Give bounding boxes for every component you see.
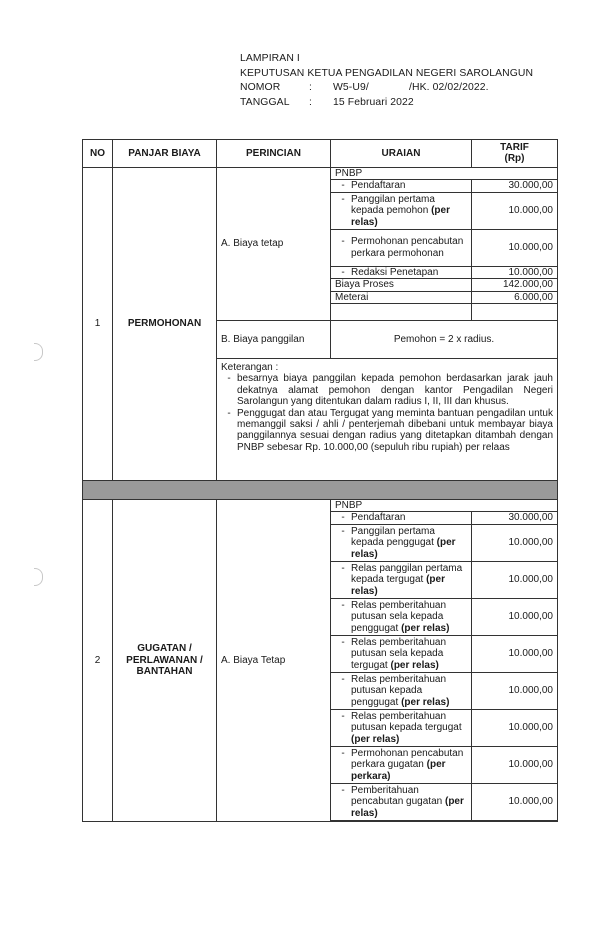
biaya-proses-tarif: 142.000,00	[472, 279, 558, 291]
item-text: Pemberitahuan pencabutan gugatan	[351, 784, 445, 808]
tarif-cell: 30.000,00	[472, 180, 558, 192]
meterai-tarif: 6.000,00	[472, 291, 558, 303]
empty-cell	[472, 820, 558, 821]
item-text: Relas pemberitahuan putusan kepada penggugat	[351, 673, 447, 708]
section2-pnbp: PNBP	[331, 500, 558, 512]
tarif-cell: 10.000,00	[472, 672, 558, 709]
tarif-cell: 10.000,00	[472, 598, 558, 635]
item-bold-text: (per relas)	[351, 574, 445, 597]
nomor-separator: :	[309, 82, 312, 93]
item-bold-text: (per relas)	[351, 205, 450, 228]
punch-hole-mark	[34, 568, 43, 586]
keterangan-cell	[217, 359, 558, 481]
dash-mark: -	[341, 747, 345, 759]
header-tarif-text: TARIF (Rp)	[500, 142, 529, 165]
nomor-line	[240, 81, 533, 96]
uraian-cell	[331, 192, 472, 229]
tarif-cell: 10.000,00	[472, 746, 558, 783]
uraian-cell	[331, 524, 472, 561]
uraian-cell	[331, 635, 472, 672]
dash-mark: -	[341, 784, 345, 796]
uraian-cell	[331, 266, 472, 278]
item-bold-text: (per relas)	[351, 796, 464, 819]
item-text: Redaksi Penetapan	[351, 266, 439, 278]
dash-mark: -	[341, 525, 345, 537]
tanggal-label: TANGGAL	[240, 96, 290, 108]
tarif-cell: 10.000,00	[472, 709, 558, 746]
item-bold-text: (per relas)	[390, 659, 439, 671]
section-divider	[83, 481, 558, 500]
table-row	[83, 500, 558, 512]
nomor-value-1: W5-U9/	[333, 82, 369, 93]
divider-cell	[83, 481, 558, 500]
dash-mark: -	[341, 512, 345, 524]
table-row	[83, 168, 558, 180]
item-text: Pendaftaran	[351, 180, 406, 192]
dash-mark: -	[341, 266, 345, 278]
header-panjar-biaya: PANJAR BIAYA	[113, 140, 217, 168]
header-no: NO	[83, 140, 113, 168]
tanggal-separator: :	[309, 96, 312, 108]
uraian-cell	[331, 709, 472, 746]
list-item: - besarnya biaya panggilan kepada pemohon berdasarkan jarak jauh dekatnya alamat pemohon dengan kantor Pengadilan Negeri Sarolangun yang ditentukan dalam radius I, II, III dan khusus.	[227, 373, 553, 408]
tarif-cell: 10.000,00	[472, 783, 558, 820]
tanggal-line	[240, 96, 533, 111]
section1-pnbp: PNBP	[331, 168, 558, 180]
document-header	[240, 52, 533, 110]
header-perincian: PERINCIAN	[217, 140, 331, 168]
panggilan-text: Pemohon = 2 x radius.	[331, 321, 558, 359]
biaya-proses-label: Biaya Proses	[331, 279, 472, 291]
uraian-cell	[331, 229, 472, 266]
dash-mark: -	[341, 599, 345, 611]
lampiran-line	[240, 52, 533, 67]
nomor-value-2: /HK. 02/02/2022.	[409, 82, 489, 93]
section2-perincian-a: A. Biaya Tetap	[217, 500, 331, 822]
nomor-label: NOMOR	[240, 82, 281, 93]
keterangan-item: besarnya biaya panggilan kepada pemohon berdasarkan jarak jauh dekatnya alamat pemohon dengan kantor Pengadilan Negeri Sarolangun yang ditentukan dalam radius I, II, III dan khusus.	[237, 373, 553, 408]
uraian-cell	[331, 783, 472, 820]
dash-mark: -	[341, 673, 345, 685]
item-text: Pendaftaran	[351, 512, 406, 524]
dash-mark: -	[341, 236, 345, 248]
meterai-label: Meterai	[331, 291, 472, 303]
item-bold-text: (per relas)	[401, 622, 450, 634]
item-bold-text: (per perkara)	[351, 759, 446, 782]
dash-mark: -	[341, 193, 345, 205]
item-text: Panggilan pertama kepada penggugat	[351, 525, 437, 549]
empty-cell	[331, 820, 472, 821]
dash-mark: -	[341, 562, 345, 574]
keterangan-title: Keterangan :	[221, 362, 279, 374]
tarif-cell: 10.000,00	[472, 561, 558, 598]
fee-table	[82, 139, 558, 822]
tarif-cell: 30.000,00	[472, 512, 558, 524]
tarif-cell: 10.000,00	[472, 229, 558, 266]
uraian-cell	[331, 561, 472, 598]
uraian-cell	[331, 180, 472, 192]
item-text: Relas pemberitahuan putusan kepada tergugat	[351, 710, 462, 734]
section2-no: 2	[83, 500, 113, 822]
uraian-cell	[331, 512, 472, 524]
section1-no: 1	[83, 168, 113, 481]
tarif-cell: 10.000,00	[472, 192, 558, 229]
item-text: Relas panggilan pertama kepada tergugat	[351, 562, 463, 586]
table-header-row	[83, 140, 558, 168]
dash-mark: -	[341, 180, 345, 192]
dash-mark: -	[341, 710, 345, 722]
tarif-cell: 10.000,00	[472, 635, 558, 672]
tarif-cell: 10.000,00	[472, 266, 558, 278]
empty-cell	[331, 304, 472, 321]
uraian-cell	[331, 672, 472, 709]
tanggal-value: 15 Februari 2022	[333, 96, 414, 108]
tarif-cell: 10.000,00	[472, 524, 558, 561]
punch-hole-mark	[34, 343, 43, 361]
keterangan-item: Penggugat dan atau Tergugat yang meminta bantuan pengadilan untuk memanggil saksi / ahli / penterjemah dibebani untuk membayar biaya panggilannya sesuai dengan radius yang ditetapkan ditambah dengan PNBP sebesar Rp. 10.000,00 (sepuluh ribu rupiah) per relaas	[237, 407, 553, 453]
header-uraian: URAIAN	[331, 140, 472, 168]
item-text: Panggilan pertama kepada pemohon	[351, 193, 435, 217]
section1-perincian-b: B. Biaya panggilan	[217, 321, 331, 359]
item-text: Permohonan pencabutan perkara permohonan	[351, 236, 464, 259]
section2-panjar: GUGATAN / PERLAWANAN / BANTAHAN	[113, 500, 217, 822]
item-bold-text: (per relas)	[401, 696, 450, 708]
item-text: Permohonan pencabutan perkara gugatan	[351, 747, 464, 771]
section1-panjar: PERMOHONAN	[113, 168, 217, 481]
item-bold-text: (per relas)	[351, 733, 400, 745]
keputusan-line	[240, 67, 533, 82]
keputusan-text: KEPUTUSAN KETUA PENGADILAN NEGERI SAROLANGUN	[240, 67, 534, 79]
item-text: Relas pemberitahuan putusan sela kepada penggugat	[351, 599, 447, 634]
header-tarif	[472, 140, 558, 168]
section1-perincian-a: A. Biaya tetap	[217, 168, 331, 321]
item-text: Relas pemberitahuan putusan sela kepada tergugat	[351, 636, 447, 671]
lampiran-text: LAMPIRAN I	[240, 53, 300, 64]
item-bold-text: (per relas)	[351, 537, 456, 560]
list-item: - Penggugat dan atau Tergugat yang meminta bantuan pengadilan untuk memanggil saksi / ahli / penterjemah dibebani untuk membayar biaya panggilannya sesuai dengan radius yang ditetapkan ditambah dengan PNBP sebesar Rp. 10.000,00 (sepuluh ribu rupiah) per relaas	[227, 407, 553, 453]
empty-cell	[472, 304, 558, 321]
uraian-cell	[331, 598, 472, 635]
dash-mark: -	[341, 636, 345, 648]
uraian-cell	[331, 746, 472, 783]
